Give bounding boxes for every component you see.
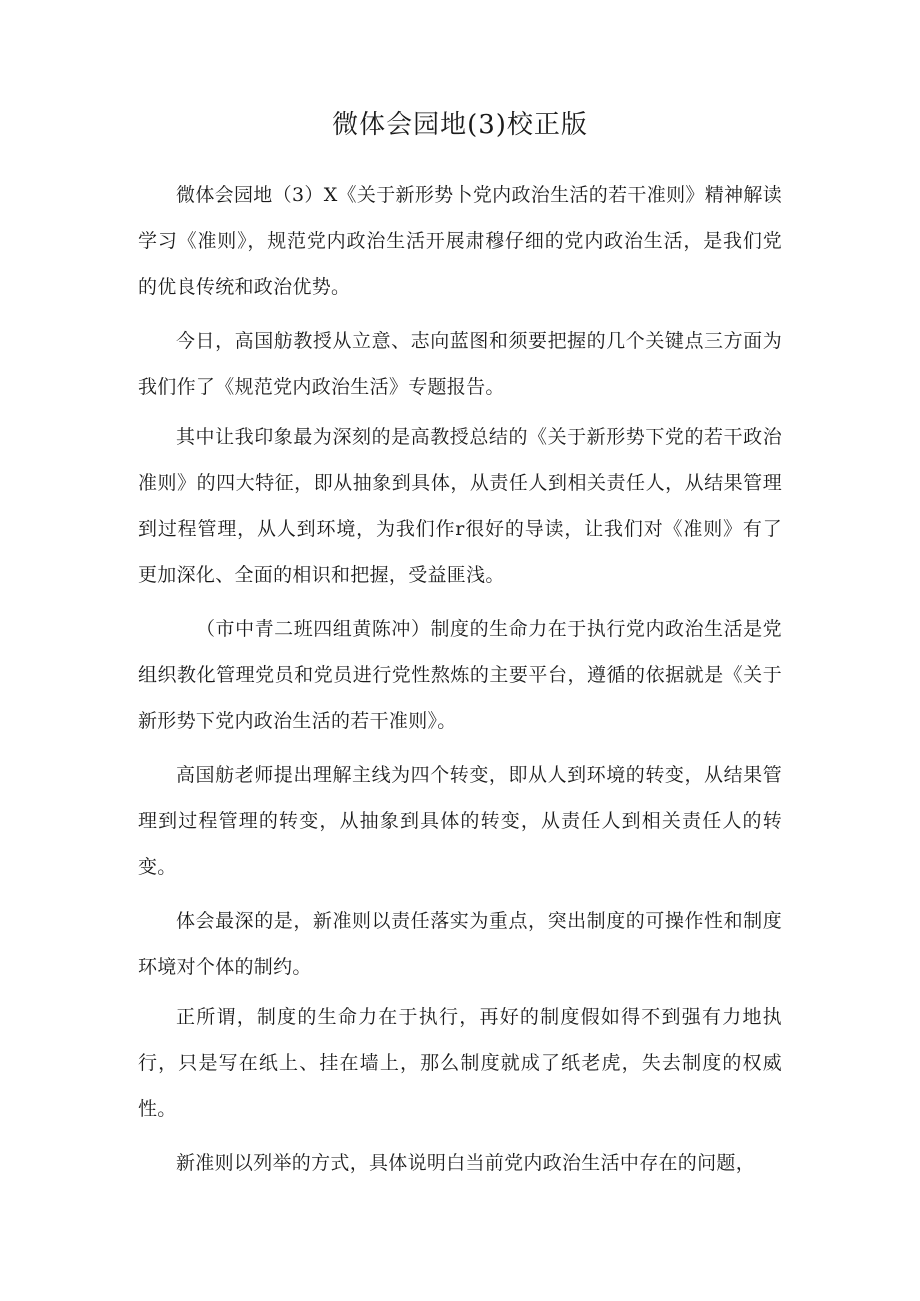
paragraph-1: 微体会园地（3）X《关于新形势卜党内政治生活的若干准则》精神解读学习《准则》，规范党内政治生活开展肃穆仔细的党内政治生活，是我们党的优良传统和政治优势。 <box>138 184 782 298</box>
paragraph-4: （市中青二班四组黄陈冲）制度的生命力在于执行党内政治生活是党组织教化管理党员和党员进行党性熬炼的主要平台，遵循的依据就是《关于新形势下党内政治生活的若干准则》。 <box>138 618 782 732</box>
document-title: 微体会园地(3)校正版 <box>332 110 588 140</box>
paragraph-2: 今日，高国舫教授从立意、志向蓝图和须要把握的几个关键点三方面为我们作了《规范党内政治生活》专题报告。 <box>138 330 782 398</box>
paragraph-8: 新准则以列举的方式，具体说明白当前党内政治生活中存在的问题， <box>176 1152 756 1174</box>
paragraph-3: 其中让我印象最为深刻的是高教授总结的《关于新形势下党的若干政治准则》的四大特征，即从抽象到具体，从责任人到相关责任人，从结果管理到过程管理，从人到环境，为我们作r很好的导读，让我们对《准则》有了更加深化、全面的相识和把握，受益匪浅。 <box>138 426 782 586</box>
paragraph-7: 正所谓，制度的生命力在于执行，再好的制度假如得不到强有力地执行，只是写在纸上、挂在墙上，那么制度就成了纸老虎，失去制度的权威性。 <box>138 1006 782 1120</box>
paragraph-6: 体会最深的是，新准则以责任落实为重点，突出制度的可操作性和制度环境对个体的制约。 <box>138 910 782 978</box>
paragraph-5: 高国舫老师提出理解主线为四个转变，即从人到环境的转变，从结果管理到过程管理的转变，从抽象到具体的转变，从责任人到相关责任人的转变。 <box>138 764 782 878</box>
